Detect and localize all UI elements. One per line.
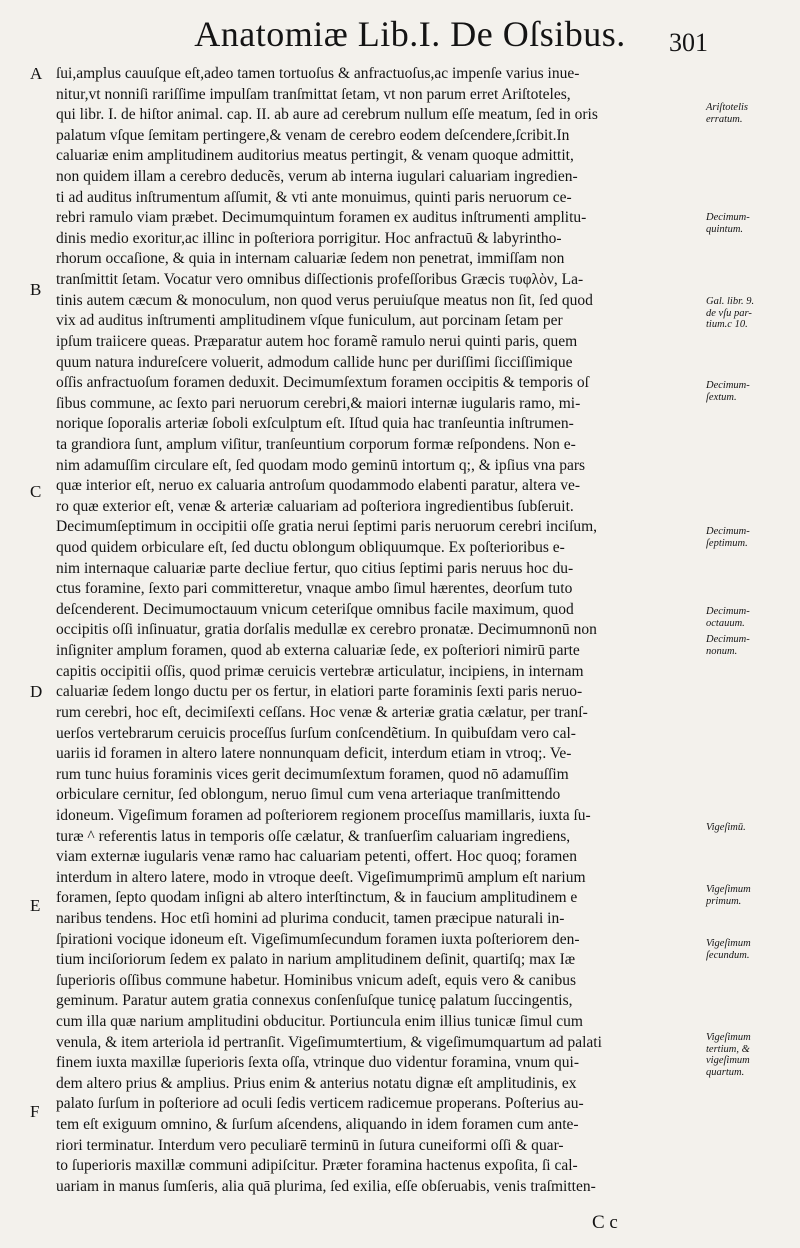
text-line: nim adamuſſim circulare eſt, ſed quodam modo geminū intortum q;, & ipſius vna pars — [56, 456, 586, 474]
text-line: deſcenderent. Decimumoctauum vnicum ceteriſque omnibus facile maximum, quod — [56, 600, 574, 618]
section-letter-b: B — [30, 280, 42, 299]
page-number: 301 — [669, 28, 708, 57]
section-letter-e: E — [30, 896, 41, 915]
text-line: ipſum traiicere queas. Præparatur autem hoc foramẽ ramulo nerui quinti paris, quem — [56, 332, 578, 350]
text-line: caluariæ enim amplitudinem auditorius meatus pertingit, & venam quoque admittit, — [56, 147, 574, 165]
margin-note-decimumquintum: Decimum- quintum. — [706, 212, 750, 235]
text-line: rebri ramulo viam præbet. Decimumquintum foramen ex auditus inſtrumenti amplitu- — [56, 209, 587, 227]
text-line: nim internaque caluariæ parte decliue fertur, quo citius ſeptimi paris neruus hoc du- — [56, 559, 574, 577]
text-line: ctus foramine, ſexto pari committeretur, vnaque ambo ſimul hærentes, deorſum tuto — [56, 580, 573, 598]
text-line: rhorum occaſione, & quia in internam caluariæ ſedem non penetrat, immiſſam non — [56, 250, 565, 268]
margin-note-vigesimum: Vigeſimū. — [706, 822, 746, 833]
text-line: rum tunc huius foraminis vices gerit decimumſextum foramen, quod nō adamuſſim — [56, 765, 569, 783]
text-line: uariam in manus ſumſeris, alia quā plurima, ſed exilia, eſſe obſeruabis, venis traſmitten- — [56, 1177, 596, 1195]
text-line: caluariæ ſedem longo ductu per os fertur, in elatiori parte foraminis ſexti paris neruo- — [56, 683, 583, 701]
text-line: riori terminatur. Interdum vero peculiarē terminū in ſutura cuneiformi oſſi & quar- — [56, 1136, 564, 1154]
text-line: ſuperioris oſſibus commune habetur. Hominibus vnicum adeſt, equis vero & canibus — [56, 971, 577, 989]
text-line: ſpirationi vocique idoneum eſt. Vigeſimumſecundum foramen iuxta poſteriorem den- — [56, 930, 580, 948]
text-line: ta grandiora ſunt, amplum viſitur, tranſeuntium corporum formæ reſpondens. Non e- — [56, 435, 576, 453]
text-line: dinis medio exoritur,ac illinc in poſteriora porrigitur. Hoc anfractuū & labyrintho- — [56, 229, 562, 247]
text-line: inſigniter amplum foramen, quod ab externa caluariæ ſede, ex poſteriori nimirū parte — [56, 642, 580, 660]
text-line: qui libr. I. de hiſtor animal. cap. II. ab aure ad cerebrum nullum eſſe meatum, ſed in oris — [56, 106, 598, 124]
margin-note-decimumoctauum: Decimum- octauum. — [706, 606, 750, 629]
text-line: tem eſt exiguum omnino, & ſurſum aſcendens, aliquando in idem foramen cum ante- — [56, 1116, 579, 1134]
margin-note-aristotelis: Ariſtotelis erratum. — [706, 102, 748, 125]
section-letter-c: C — [30, 482, 42, 501]
signature-mark: C c — [592, 1212, 618, 1233]
margin-note-vigesimum-primum: Vigeſimum primum. — [706, 884, 751, 907]
text-line: interdum in altero latere, modo in vtroque deeſt. Vigeſimumprimū amplum eſt narium — [56, 868, 586, 886]
text-line: vix ad auditus inſtrumenti amplitudinem vſque funiculum, aut porcinam ſetam per — [56, 312, 563, 330]
text-line: naribus tendens. Hoc etſi homini ad plurima conducit, tamen præcipue naturali in- — [56, 909, 565, 927]
text-line: tranſmittit ſetam. Vocatur vero omnibus diſſectionis profeſſoribus Græcis τυφλὸν, La- — [56, 271, 584, 289]
text-line: ſibus commune, ac ſexto pari neruorum cerebri,& maiori internæ iugularis ramo, mi- — [56, 394, 581, 412]
text-line: palato ſurſum in poſteriore ad oculi ſedis verticem radicemue properans. Poſterius au- — [56, 1095, 584, 1113]
running-header: Anatomiæ Lib.I. De Oſsibus. — [194, 14, 626, 54]
text-line: viam externæ iugularis venæ ramo hac caluariam petenti, offert. Hoc quoq; foramen — [56, 848, 577, 866]
section-letter-d: D — [30, 682, 43, 701]
text-line: to ſuperioris maxillæ communi adipiſcitur. Præter foramina hactenus expoſita, ſi cal- — [56, 1157, 578, 1175]
text-line: cum illa quæ narium amplitudini obducitur. Portiuncula enim illius tunicæ ſimul cum — [56, 1013, 583, 1031]
text-line: ro quæ exterior eſt, venæ & arteriæ caluariam ad poſteriora ingredientibus ſubſeruit. — [56, 497, 574, 515]
text-line: norique ſoporalis arteriæ ſoboli exſculptum eſt. Iſtud quia hac tranſeuntia inſtrumen- — [56, 415, 574, 433]
margin-note-decimumsextum: Decimum- ſextum. — [706, 380, 750, 403]
text-line: idoneum. Vigeſimum foramen ad poſteriorem regionem proceſſus mamillaris, iuxta ſu- — [56, 806, 591, 824]
text-line: finem iuxta maxillæ ſuperioris ſexta oſſa, vtrinque duo videntur foramina, vnum qui- — [56, 1054, 580, 1072]
text-line: non quidem illam a cerebro deducẽs, verum ab interna iugulari caluariam ingredien- — [56, 168, 578, 186]
margin-note-vigesimum-tertium: Vigeſimum tertium, & vigeſimum quartum. — [706, 1032, 751, 1078]
text-line: uariis id foramen in altero latere nonnunquam deficit, interdum etiam in vtroq;. Ve- — [56, 745, 572, 763]
margin-note-vigesimum-secundum: Vigeſimum ſecundum. — [706, 938, 751, 961]
margin-note-galen: Gal. libr. 9. de vſu par- tium.c 10. — [706, 296, 755, 330]
text-line: ſui,amplus cauuſque eſt,adeo tamen tortuoſus & anfractuoſus,ac impenſe varius inue- — [56, 65, 580, 82]
text-line: tinis autem cæcum & monoculum, non quod verus peruiuſque meatus non ſit, ſed quod — [56, 291, 593, 309]
text-line: nitur,vt nonniſi rariſſime impulſam tranſmittat ſetam, vt non parum erret Ariſtoteles, — [56, 85, 571, 103]
text-line: Decimumſeptimum in occipitii oſſe gratia nerui ſeptimi paris neruorum cerebri inciſum, — [56, 518, 598, 536]
margin-note-decimumseptimum: Decimum- ſeptimum. — [706, 526, 750, 549]
text-line: venula, & item arteriola id pertranſit. Vigeſimumtertium, & vigeſimumquartum ad palati — [56, 1033, 602, 1051]
text-line: ti ad auditus inſtrumentum aſſumit, & vti ante monuimus, quinti paris neruorum ce- — [56, 188, 572, 206]
text-line: quum natura indureſcere voluerit, admodum callide hunc per duriſſimi ſicciſſimique — [56, 353, 573, 371]
text-line: rum cerebri, hoc eſt, decimiſexti ceſſans. Hoc venæ & arteriæ gratia cælatur, per tranſ- — [56, 703, 588, 721]
text-line: turæ ^ referentis latus in temporis oſſe cælatur, & tranſuerſim caluariam ingrediens, — [56, 827, 571, 845]
section-letter-f: F — [30, 1102, 40, 1121]
body-text — [56, 64, 706, 1198]
text-line: palatum vſque ſemitam pertingere,& venam de cerebro eodem deſcendere,ſcribit.In — [56, 126, 570, 144]
text-line: geminum. Paratur autem gratia connexus conſenſuſque tunicę palatum ſuccingentis, — [56, 992, 573, 1010]
text-line: uerſos vertebrarum ceruicis proceſſus ſurſum conſcendẽtium. In quibuſdam vero cal- — [56, 724, 576, 742]
text-line: foramen, ſepto quodam inſigni ab altero interſtinctum, & in faucium amplitudinem e — [56, 889, 578, 907]
margin-note-decimumnonum: Decimum- nonum. — [706, 634, 750, 657]
text-line: quod quidem orbiculare eſt, ſed ductu oblongum obliquumque. Ex poſterioribus e- — [56, 539, 565, 557]
text-line: dem altero prius & amplius. Prius enim & anterius notatu dignæ eſt amplitudinis, ex — [56, 1074, 577, 1092]
text-line: oſſis anfractuoſum foramen deduxit. Decimumſextum foramen occipitis & temporis oſ — [56, 374, 589, 392]
text-line: quæ interior eſt, neruo ex caluaria antroſum quodammodo elabenti paratur, altera ve- — [56, 477, 581, 495]
text-line: orbiculare cernitur, ſed oblongum, neruo ſimul cum vena arteriaque tranſmittendo — [56, 786, 561, 804]
text-line: tium inciſoriorum ſedem ex palato in narium amplitudinem deſinit, quartiſq; max Iæ — [56, 951, 576, 969]
text-line: capitis occipitii oſſis, quod primæ ceruicis vertebræ articulatur, incipiens, in internam — [56, 662, 584, 680]
text-line: occipitis oſſi inſinuatur, gratia dorſalis medullæ ex cerebro pronatæ. Decimumnonū non — [56, 621, 597, 639]
section-letter-a: A — [30, 64, 43, 83]
